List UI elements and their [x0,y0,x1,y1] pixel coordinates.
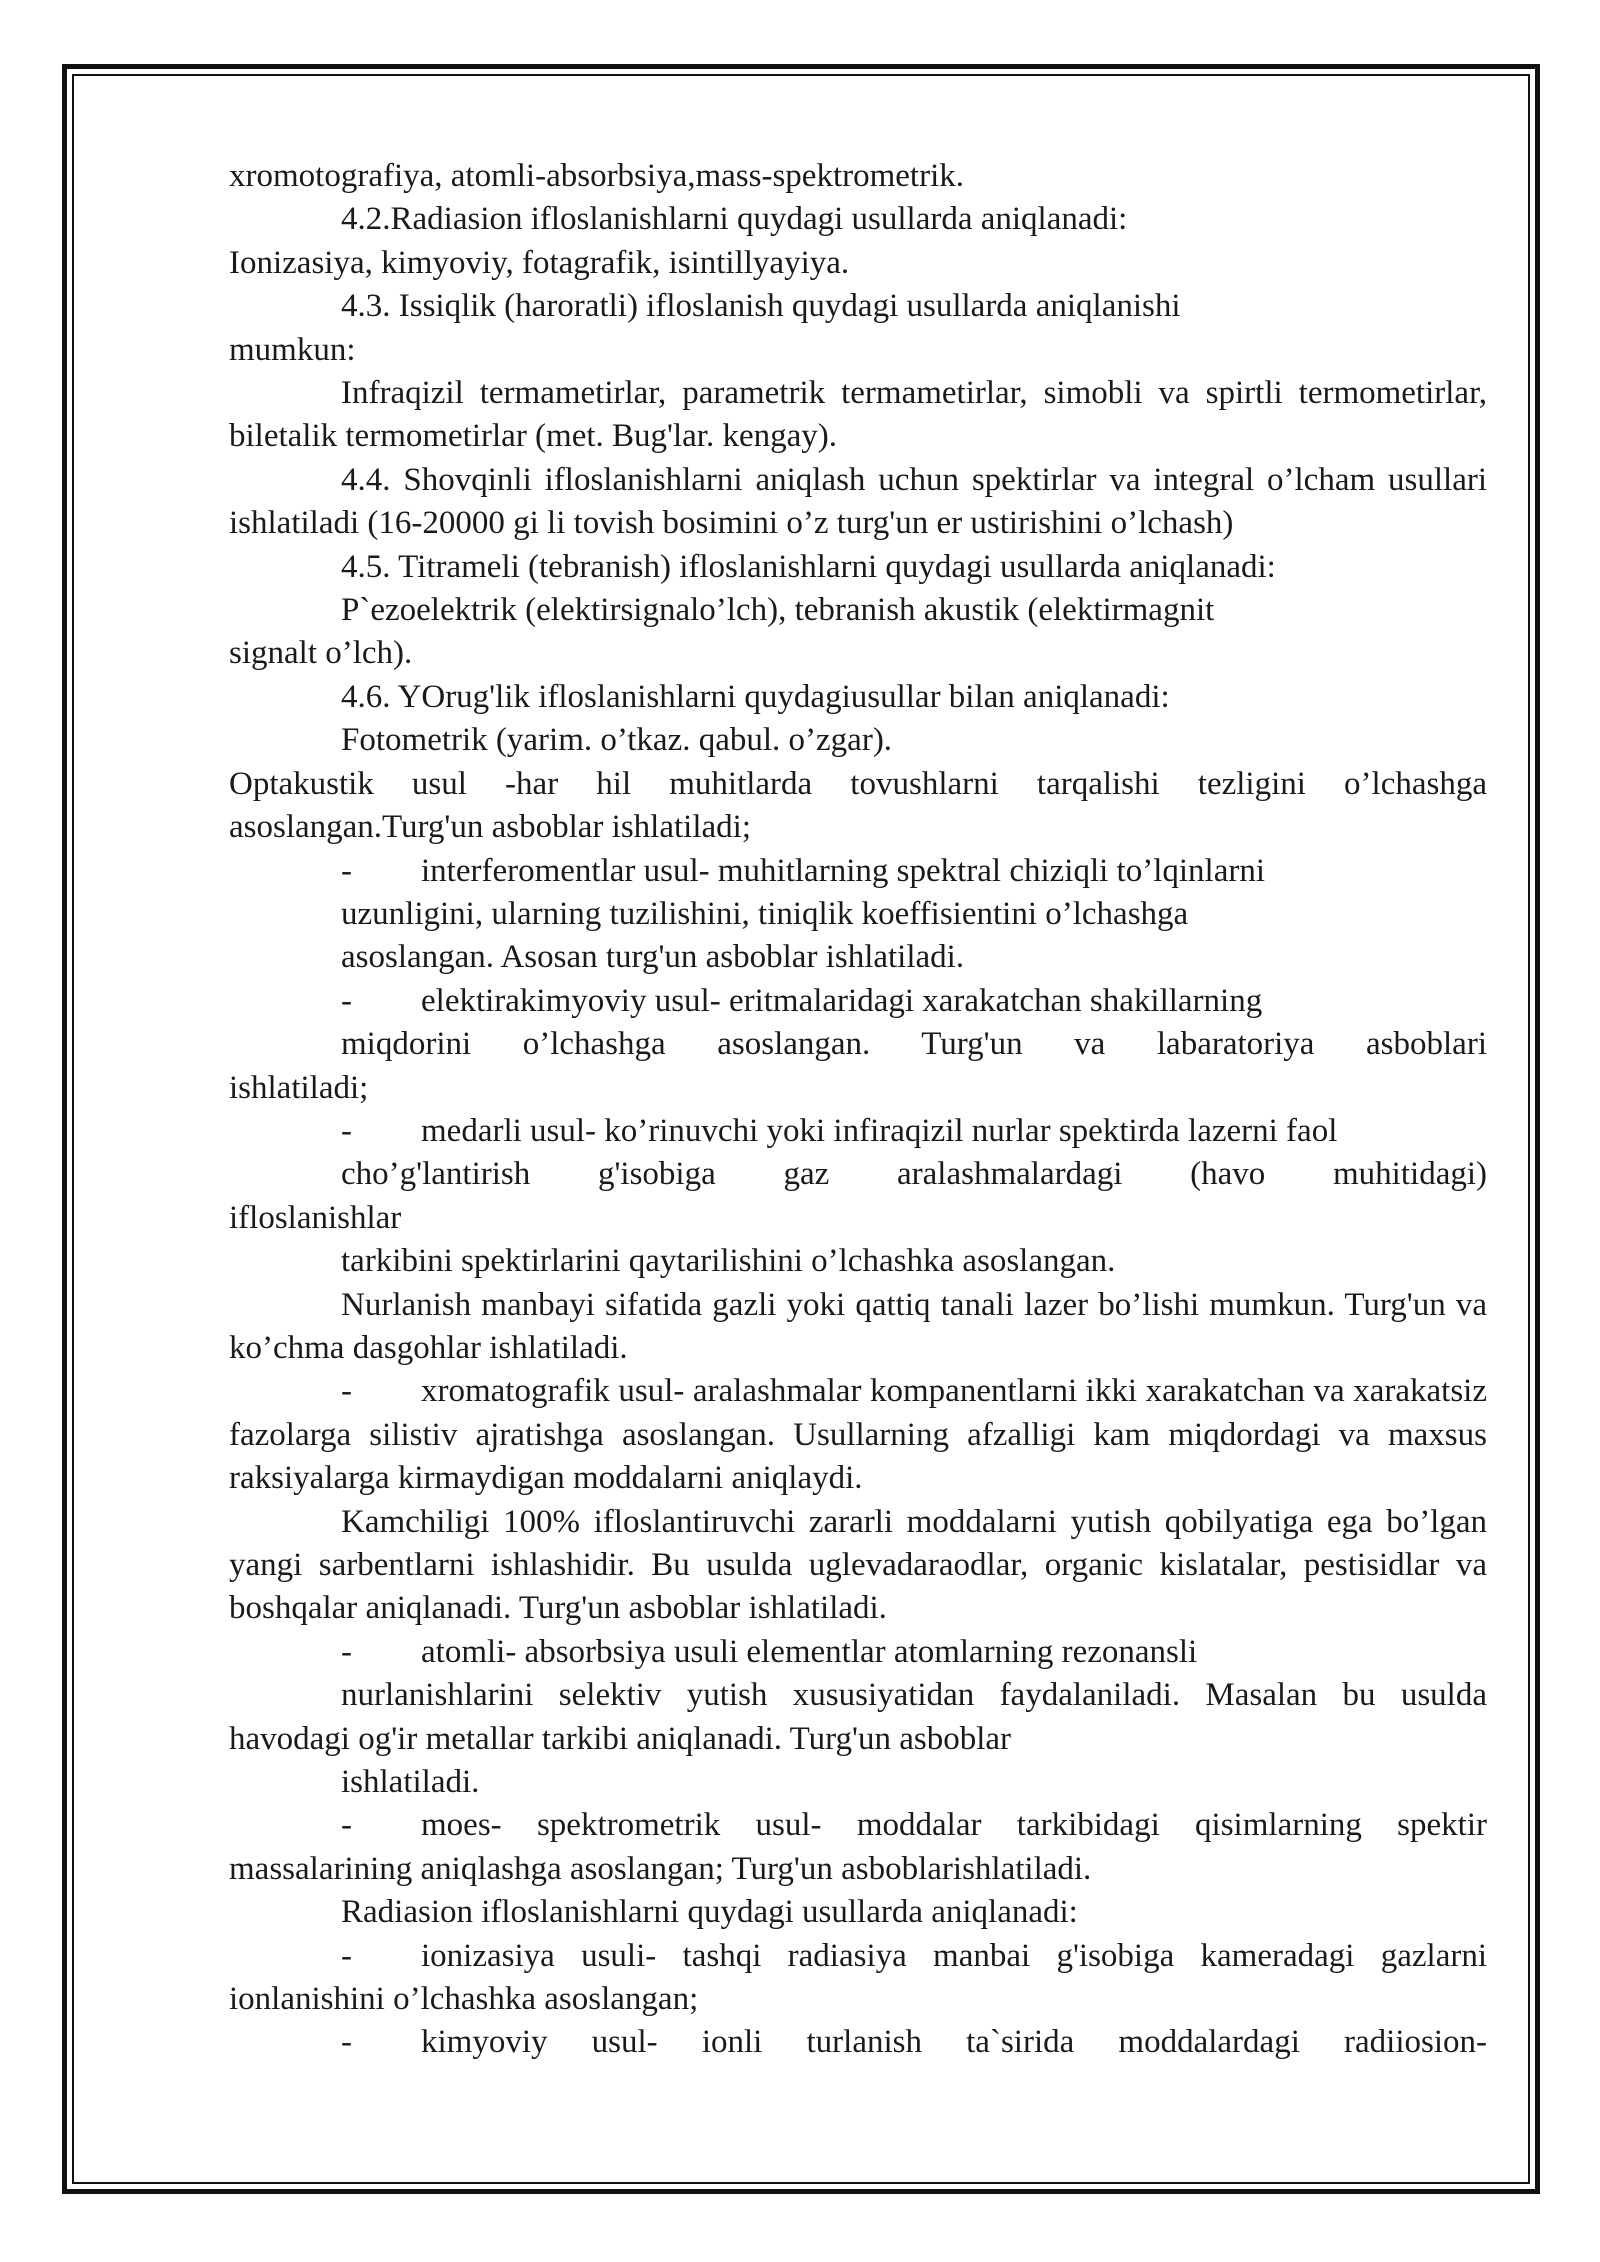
paragraph: Infraqizil termametirlar, parametrik termametirlar, simobli va spirtli termometirlar, biletalik termometirlar (met. Bug'lar. kengay). [229,375,1487,455]
text-line: ifloslanishlar [229,1199,402,1236]
list-dash: - [341,1112,352,1149]
list-dash: - [341,1937,352,1974]
document-body [229,155,1487,2065]
list-item [229,1370,1487,1500]
list-item-text: xromatografik usul- aralashmalar kompanentlarni ikki xarakatchan va xarakatsiz fazolarga silistiv ajratishga asoslangan. Usullarning afzalligi kam miqdordagi va maxsus raksiyalarga kirmaydigan moddalarni aniqlaydi. [229,1373,1487,1497]
paragraph: Nurlanish manbayi sifatida gazli yoki qattiq tanali lazer bo’lishi mumkun. Turg'un va ko’chma dasgohlar ishlatiladi. [229,1286,1487,1366]
list-item-text: interferomentlar usul- muhitlarning spektral chiziqli to’lqinlarni [421,852,1266,889]
text-line: signalt o’lch). [229,635,413,672]
list-dash: - [341,2024,352,2061]
text-line: tarkibini spektirlarini qaytarilishini o’lchashka asoslangan. [341,1243,1116,1280]
list-dash: - [341,1807,352,1844]
list-dash: - [341,1633,352,1670]
list-item-text: medarli usul- ko’rinuvchi yoki infiraqizil nurlar spektirda lazerni faol [421,1112,1338,1149]
section-heading-4-5: 4.5. Titrameli (tebranish) ifloslanishlarni quydagi usullarda aniqlanadi: [341,548,1276,585]
list-item [229,1935,1487,2022]
list-dash: - [341,982,352,1019]
section-heading-4-4: 4.4. Shovqinli ifloslanishlarni aniqlash uchun spektirlar va integral o’lcham usullari ishlatiladi (16-20000 gi li tovish bosimini o’z turg'un er ustirishini o’lchash) [229,461,1487,542]
text-line: P`ezoelektrik (elektirsignalo’lch), tebranish akustik (elektirmagnit [341,592,1215,629]
section-heading-4-6: 4.6. YOrug'lik ifloslanishlarni quydagiusullar bilan aniqlanadi: [341,678,1170,715]
list-item [229,980,1487,1023]
text-line: cho’g'lantirish g'isobiga gaz aralashmalardagi (havo muhitidagi) [341,1156,1487,1193]
list-item-text: elektirakimyoviy usul- eritmalaridagi xarakatchan shakillarning [421,982,1263,1019]
list-item-text: ionizasiya usuli- tashqi radiasiya manbai g'isobiga kameradagi gazlarni ionlanishini o’lchashka asoslangan; [229,1937,1487,2018]
paragraph: Radiasion ifloslanishlarni quydagi usullarda aniqlanadi: [341,1894,1078,1931]
list-item [229,1631,1487,1674]
list-item [229,1110,1487,1153]
text-line: asoslangan. Asosan turg'un asboblar ishlatiladi. [341,939,965,976]
list-dash: - [341,1373,352,1410]
list-item [229,2021,1487,2064]
text-line: Ionizasiya, kimyoviy, fotagrafik, isintillyayiya. [229,244,850,281]
list-item-text: kimyoviy usul- ionli turlanish ta`sirida moddalardagi radiiosion- [421,2024,1487,2061]
text-line: mumkun: [229,331,356,368]
paragraph: nurlanishlarini selektiv yutish xususiyatidan faydalaniladi. Masalan bu usulda havodagi og'ir metallar tarkibi aniqlanadi. Turg'un asboblar [229,1677,1487,1757]
list-item-text: moes- spektrometrik usul- moddalar tarkibidagi qisimlarning spektir massalarining aniqlashga asoslangan; Turg'un asboblarishlatiladi. [229,1807,1487,1887]
list-item [229,1804,1487,1891]
paragraph: Optakustik usul -har hil muhitlarda tovushlarni tarqalishi tezligini o’lchashga asoslangan.Turg'un asboblar ishlatiladi; [229,765,1487,846]
text-line: ishlatiladi. [341,1764,480,1801]
section-heading-4-3: 4.3. Issiqlik (haroratli) ifloslanish quydagi usullarda aniqlanishi [341,288,1181,325]
text-line: ishlatiladi; [229,1069,369,1106]
section-heading-4-2: 4.2.Radiasion ifloslanishlarni quydagi usullarda aniqlanadi: [341,201,1128,238]
paragraph: Kamchiligi 100% ifloslantiruvchi zararli moddalarni yutish qobilyatiga ega bo’lgan yangi sarbentlarni ishlashidir. Bu usulda uglevadaraodlar, organic kislatalar, pestisidlar va boshqalar aniqlanadi. Turg'un asboblar ishlatiladi. [229,1503,1487,1627]
list-item-text: atomli- absorbsiya usuli elementlar atomlarning rezonansli [421,1633,1198,1670]
list-dash: - [341,852,352,889]
text-line: Fotometrik (yarim. o’tkaz. qabul. o’zgar). [341,722,893,759]
list-item [229,850,1487,893]
text-line: miqdorini o’lchashga asoslangan. Turg'un va labaratoriya asboblari [341,1026,1487,1063]
text-line: xromotografiya, atomli-absorbsiya,mass-spektrometrik. [229,158,964,194]
text-line: uzunligini, ularning tuzilishini, tiniqlik koeffisientini o’lchashga [341,895,1189,932]
